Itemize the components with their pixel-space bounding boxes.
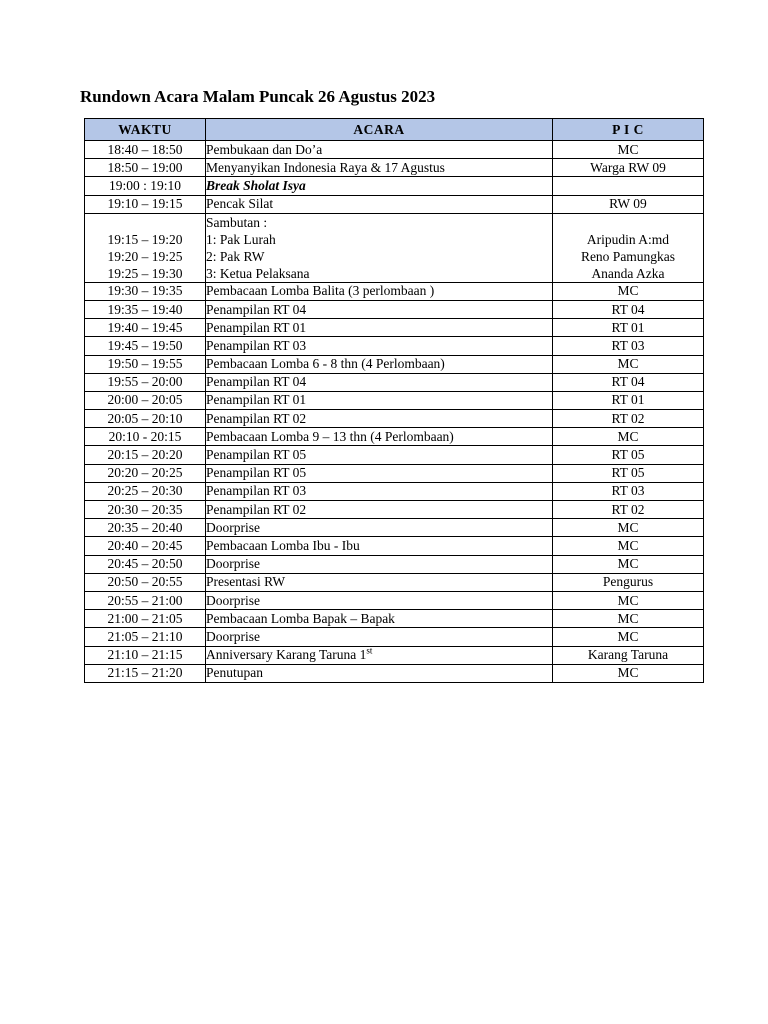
pic-cell: MC	[553, 355, 704, 373]
table-row	[85, 428, 704, 446]
pic-cell: RT 04	[553, 300, 704, 318]
event-line: 2: Pak RW	[206, 248, 265, 264]
time-cell: 19:55 – 20:00	[85, 373, 206, 391]
pic-cell: RT 01	[553, 391, 704, 409]
event-cell: Presentasi RW	[206, 573, 553, 591]
event-heading: Sambutan :	[206, 214, 268, 230]
event-line: 3: Ketua Pelaksana	[206, 265, 310, 281]
pic-cell: Karang Taruna	[553, 646, 704, 664]
time-cell: 18:40 – 18:50	[85, 141, 206, 159]
pic-cell: RT 02	[553, 501, 704, 519]
event-cell: Doorprise	[206, 591, 553, 609]
event-cell: Penampilan RT 01	[206, 391, 553, 409]
table-row	[85, 537, 704, 555]
time-cell: 20:00 – 20:05	[85, 391, 206, 409]
event-cell: Menyanyikan Indonesia Raya & 17 Agustus	[206, 159, 553, 177]
pic-cell: MC	[553, 519, 704, 537]
event-cell: Penampilan RT 05	[206, 446, 553, 464]
event-cell: Doorprise	[206, 519, 553, 537]
table-row	[85, 591, 704, 609]
time-line: 19:20 – 19:25	[107, 248, 183, 264]
pic-cell: MC	[553, 664, 704, 682]
table-row	[85, 664, 704, 682]
event-cell: Pembacaan Lomba Ibu - Ibu	[206, 537, 553, 555]
event-line: 1: Pak Lurah	[206, 231, 276, 247]
event-cell: Penampilan RT 02	[206, 410, 553, 428]
time-cell: 20:50 – 20:55	[85, 573, 206, 591]
pic-cell	[553, 177, 704, 195]
pic-cell: MC	[553, 555, 704, 573]
table-row-sambutan	[85, 213, 704, 282]
pic-line: Ananda Azka	[591, 265, 665, 281]
time-cell: 19:10 – 19:15	[85, 195, 206, 213]
event-cell: Pembacaan Lomba 6 - 8 thn (4 Perlombaan)	[206, 355, 553, 373]
time-cell: 21:05 – 21:10	[85, 628, 206, 646]
time-cell: 19:50 – 19:55	[85, 355, 206, 373]
time-cell: 19:40 – 19:45	[85, 319, 206, 337]
time-cell: 20:10 - 20:15	[85, 428, 206, 446]
time-cell: 21:00 – 21:05	[85, 610, 206, 628]
event-cell: Penampilan RT 03	[206, 337, 553, 355]
time-cell: 20:20 – 20:25	[85, 464, 206, 482]
table-row	[85, 141, 704, 159]
event-cell: Penutupan	[206, 664, 553, 682]
table-row	[85, 555, 704, 573]
time-cell: 19:00 : 19:10	[85, 177, 206, 195]
table-row	[85, 519, 704, 537]
event-cell: Break Sholat Isya	[206, 177, 553, 195]
time-cell: 18:50 – 19:00	[85, 159, 206, 177]
table-row	[85, 319, 704, 337]
event-cell: Penampilan RT 04	[206, 300, 553, 318]
event-cell: Penampilan RT 01	[206, 319, 553, 337]
event-cell: Pencak Silat	[206, 195, 553, 213]
event-cell: Penampilan RT 02	[206, 501, 553, 519]
table-row	[85, 610, 704, 628]
time-cell: 21:15 – 21:20	[85, 664, 206, 682]
table-row	[85, 355, 704, 373]
event-cell: Pembacaan Lomba 9 – 13 thn (4 Perlombaan)	[206, 428, 553, 446]
pic-cell: MC	[553, 428, 704, 446]
table-row	[85, 628, 704, 646]
pic-cell: RT 05	[553, 464, 704, 482]
time-cell: 19:35 – 19:40	[85, 300, 206, 318]
table-row	[85, 410, 704, 428]
rundown-table	[84, 118, 704, 683]
event-cell: Doorprise	[206, 555, 553, 573]
time-cell: 20:35 – 20:40	[85, 519, 206, 537]
pic-cell: RW 09	[553, 195, 704, 213]
table-row	[85, 373, 704, 391]
pic-cell: RT 03	[553, 482, 704, 500]
pic-cell: RT 01	[553, 319, 704, 337]
column-header-event: ACARA	[206, 119, 553, 141]
table-row	[85, 501, 704, 519]
event-cell: Penampilan RT 04	[206, 373, 553, 391]
event-cell: Pembukaan dan Do’a	[206, 141, 553, 159]
time-cell: 20:30 – 20:35	[85, 501, 206, 519]
time-cell: 20:55 – 21:00	[85, 591, 206, 609]
time-cell: 19:45 – 19:50	[85, 337, 206, 355]
event-cell: Penampilan RT 05	[206, 464, 553, 482]
table-row	[85, 573, 704, 591]
table-row	[85, 391, 704, 409]
time-cell: 21:10 – 21:15	[85, 646, 206, 664]
column-header-time: WAKTU	[85, 119, 206, 141]
event-cell: Pembacaan Lomba Bapak – Bapak	[206, 610, 553, 628]
table-row	[85, 446, 704, 464]
table-row	[85, 177, 704, 195]
pic-cell: MC	[553, 628, 704, 646]
pic-cell: RT 02	[553, 410, 704, 428]
time-cell: 19:30 – 19:35	[85, 282, 206, 300]
event-cell: Penampilan RT 03	[206, 482, 553, 500]
event-cell	[206, 646, 553, 664]
time-cell: 20:45 – 20:50	[85, 555, 206, 573]
table-row	[85, 337, 704, 355]
pic-line: Aripudin A:md	[586, 231, 670, 247]
time-line: 19:15 – 19:20	[107, 231, 183, 247]
event-cell: Pembacaan Lomba Balita (3 perlombaan )	[206, 282, 553, 300]
time-cell: 20:40 – 20:45	[85, 537, 206, 555]
pic-cell: MC	[553, 610, 704, 628]
event-text: Anniversary Karang Taruna 1	[206, 647, 367, 663]
table-row	[85, 300, 704, 318]
time-cell: 20:05 – 20:10	[85, 410, 206, 428]
table-header-row	[85, 119, 704, 141]
time-line: 19:25 – 19:30	[107, 265, 183, 281]
table-row	[85, 282, 704, 300]
pic-cell: MC	[553, 537, 704, 555]
pic-cell: MC	[553, 282, 704, 300]
time-cell	[85, 213, 206, 282]
table-row	[85, 482, 704, 500]
event-cell	[206, 213, 553, 282]
pic-cell: MC	[553, 141, 704, 159]
time-cell: 20:25 – 20:30	[85, 482, 206, 500]
pic-cell: Warga RW 09	[553, 159, 704, 177]
page-title: Rundown Acara Malam Puncak 26 Agustus 2023	[80, 87, 436, 106]
table-row	[85, 464, 704, 482]
time-cell: 20:15 – 20:20	[85, 446, 206, 464]
table-row	[85, 195, 704, 213]
ordinal-suffix: st	[366, 646, 373, 656]
pic-line: Reno Pamungkas	[580, 248, 676, 264]
pic-cell: RT 05	[553, 446, 704, 464]
pic-cell: Pengurus	[553, 573, 704, 591]
column-header-pic: P I C	[553, 119, 704, 141]
table-row	[85, 646, 704, 664]
pic-cell: MC	[553, 591, 704, 609]
pic-cell	[553, 213, 704, 282]
table-row	[85, 159, 704, 177]
pic-cell: RT 03	[553, 337, 704, 355]
pic-cell: RT 04	[553, 373, 704, 391]
event-cell: Doorprise	[206, 628, 553, 646]
